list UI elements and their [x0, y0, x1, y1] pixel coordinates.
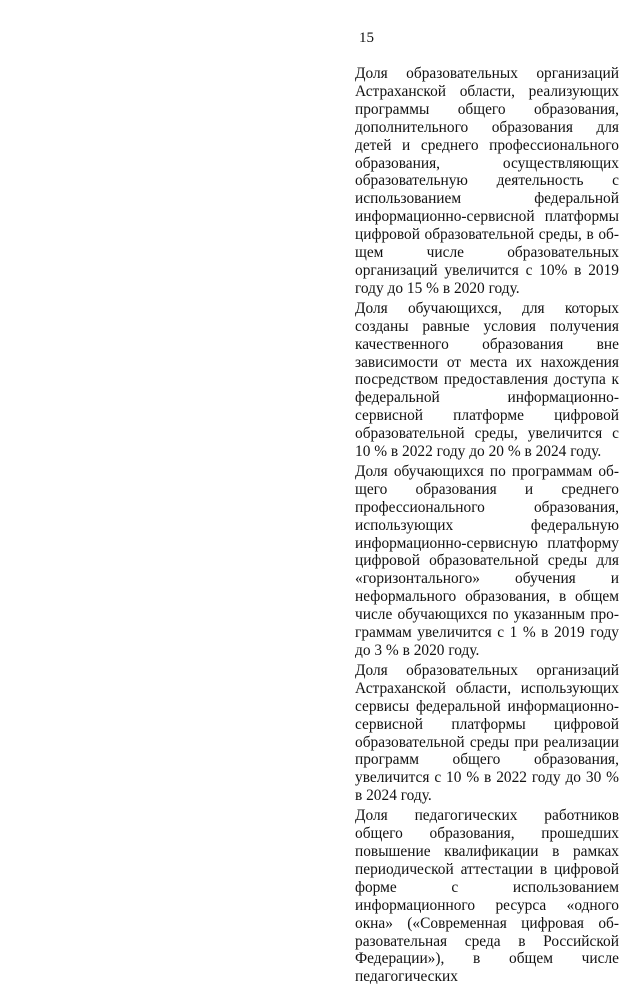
- paragraph-org-services-use: Доля образовательных организаций Астраханской области, использующих сервисы федеральной информационно-сервисной платформы цифровой образовательной среды при реализации программ общего образования, увеличится с 10 % в 2022 году до 30 % в 2024 году.: [355, 661, 619, 805]
- text-column: [355, 65, 619, 986]
- paragraph-equal-conditions: Доля обучающихся, для которых созданы равные условия получения качественного образования вне зависимости от места их нахождения посредством предоставления доступа к федеральной информационно-сервисной платформе цифровой образовательной среды, увеличится с 10 % в 2022 году до 20 % в 2024 году.: [355, 299, 619, 461]
- paragraph-org-share-2020: Доля образовательных организаций Астраханской области, реализующих программы общего образования, дополнительного образования для детей и среднего профессионального образования, осуществляющих образовательную деятельность с использованием федеральной информационно-сервисной платформы цифровой образовательной среды, в общем числе образовательных организаций увеличится с 10% в 2019 году до 15 % в 2020 году.: [355, 65, 619, 297]
- page-number: 15: [359, 30, 374, 46]
- paragraph-teacher-qualification: Доля педагогических работников общего образования, прошедших повышение квалификации в рамках периодической аттестации в цифровой форме с использованием информационного ресурса «одного окна» («Современная цифровая образовательная среда в Российской Федерации»), в общем числе педагогических: [355, 807, 619, 986]
- paragraph-horizontal-learning: Доля обучающихся по программам общего образования и среднего профессионального образования, использующих федеральную информационно-сервисную платформу цифровой образовательной среды для «горизонтального» обучения и неформального образования, в общем числе обучающихся по указанным программам увеличится с 1 % в 2019 году до 3 % в 2020 году.: [355, 462, 619, 659]
